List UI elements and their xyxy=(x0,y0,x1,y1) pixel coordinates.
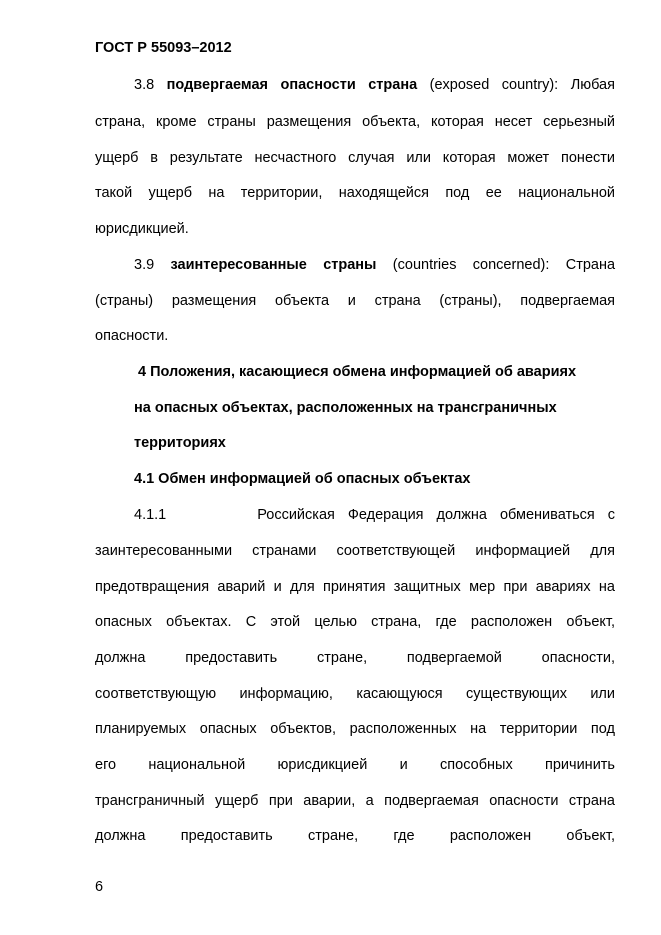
term-exposed-country: подвергаемая опасности страна xyxy=(166,77,418,93)
clause-4-1-1-line-8: его национальной юрисдикцией и способных причинить xyxy=(95,757,615,773)
clause-4-1-1-line-7: планируемых опасных объектов, расположенных на территории под xyxy=(95,721,615,737)
clause-3-8-line-1 xyxy=(134,76,615,94)
page-number: 6 xyxy=(95,879,104,895)
clause-4-1-1-line-2: заинтересованными странами соответствующей информацией для xyxy=(95,543,615,559)
clause-4-1-1-line-5: должна предоставить стране, подвергаемой опасности, xyxy=(95,650,615,666)
clause-4-1-1-line-4: опасных объектах. С этой целью страна, где расположен объект, xyxy=(95,614,615,630)
term-countries-concerned: заинтересованные страны xyxy=(170,257,377,273)
clause-number: 3.9 xyxy=(134,257,155,273)
clause-4-1-1-line-10: должна предоставить стране, где расположен объект, xyxy=(95,828,615,844)
clause-4-1-1-line-3: предотвращения аварий и для принятия защитных мер при авариях на xyxy=(95,579,615,595)
clause-3-9-line-1 xyxy=(134,256,615,274)
clause-3-8-line-3: ущерб в результате несчастного случая или которая может понести xyxy=(95,150,615,166)
section-4-heading-line-3: территориях xyxy=(134,435,226,451)
section-4-heading-line-1: 4 Положения, касающиеся обмена информацией об авариях xyxy=(138,364,577,380)
clause-number: 4.1.1 xyxy=(134,507,167,523)
clause-3-8-line-4: такой ущерб на территории, находящейся под ее национальной xyxy=(95,185,615,201)
clause-number: 3.8 xyxy=(134,77,155,93)
clause-4-1-1-line-6: соответствующую информацию, касающуюся существующих или xyxy=(95,686,615,702)
section-4-1-heading: 4.1 Обмен информацией об опасных объектах xyxy=(134,471,471,487)
clause-3-8-line-2: страна, кроме страны размещения объекта, которая несет серьезный xyxy=(95,114,615,130)
clause-3-9-line-3: опасности. xyxy=(95,328,169,344)
document-header: ГОСТ Р 55093–2012 xyxy=(95,40,232,56)
clause-3-9-line-2: (страны) размещения объекта и страна (страны), подвергаемая xyxy=(95,293,615,309)
clause-4-1-1-line-1 xyxy=(134,506,615,524)
clause-text: (countries concerned): Страна xyxy=(392,257,616,273)
clause-text: Российская Федерация должна обмениваться с xyxy=(257,507,615,523)
clause-4-1-1-line-9: трансграничный ущерб при аварии, а подвергаемая опасности страна xyxy=(95,793,615,809)
clause-text: (exposed country): Любая xyxy=(429,77,615,93)
clause-3-8-line-5: юрисдикцией. xyxy=(95,221,189,237)
section-4-heading-line-2: на опасных объектах, расположенных на трансграничных xyxy=(134,400,557,416)
